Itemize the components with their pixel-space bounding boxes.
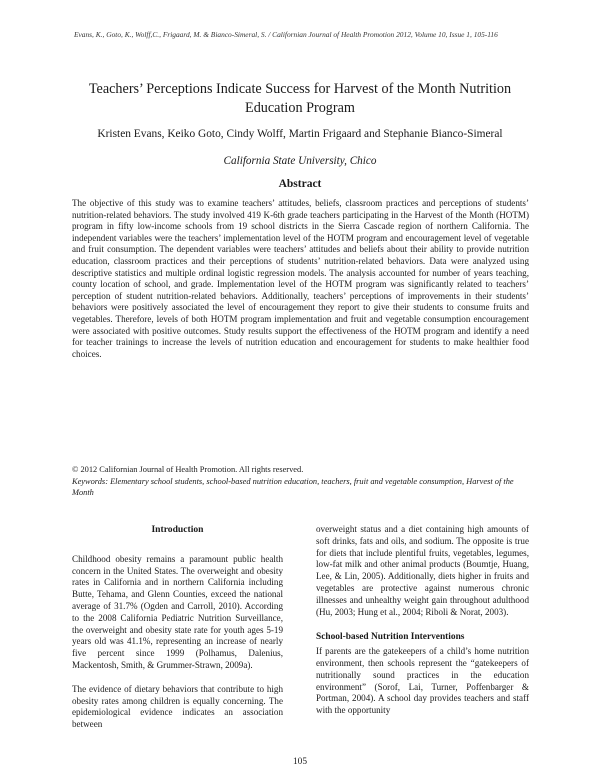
- abstract-heading: Abstract: [278, 178, 322, 190]
- copyright-notice: © 2012 Californian Journal of Health Promotion. All rights reserved.: [72, 465, 304, 474]
- section-heading-introduction: Introduction: [151, 524, 204, 535]
- right-column: [316, 524, 529, 717]
- running-header-citation: Evans, K., Goto, K., Wolff,C., Frigaard, M. & Bianco-Simeral, S. / Californian Journal of Health Promotion 2012, Volume 10, Issue 1, 105-116: [74, 30, 498, 39]
- subsection-heading: School-based Nutrition Interventions: [316, 632, 465, 643]
- body-paragraph: overweight status and a diet containing high amounts of soft drinks, fats and oils, and sodium. The opposite is true for diets that include plentiful fruits, vegetables, legumes, low-fat milk and other animal products (Boumtje, Huang, Lee, & Lin, 2005). Additionally, diets higher in fruits and vegetables are protective against numerous chronic illnesses and unhealthy weight gain throughout adulthood (Hu, 2003; Hung et al., 2004; Riboli & Norat, 2003).: [316, 524, 529, 617]
- affiliation: California State University, Chico: [223, 155, 377, 167]
- page-number: 105: [292, 757, 308, 767]
- body-paragraph: If parents are the gatekeepers of a child’s home nutrition environment, then schools represent the “gatekeepers of nutritionally sound practices in the education environment” (Sorof, Lai, Turner, Poffenbarger & Portman, 2004). A school day provides teachers and staff with the opportunity: [316, 646, 529, 716]
- left-column: [72, 524, 283, 731]
- body-paragraph: Childhood obesity remains a paramount public health concern in the United States. The overweight and obesity rates in California and in northern California including Butte, Tehama, and Glenn Counties, exceed the national average of 31.7% (Ogden and Carroll, 2010). According to the 2008 California Pediatric Nutrition Surveillance, the overweight and obesity state rate for youth ages 5-19 years old was 41.1%, representing an increase of nearly five percent since 1999 (Polhamus, Dalenius, Mackentosh, Smith, & Grummer-Strawn, 2009a).: [72, 553, 283, 670]
- paper-title: Teachers’ Perceptions Indicate Success for Harvest of the Month Nutrition Education Program: [88, 81, 512, 116]
- abstract-text: The objective of this study was to examine teachers’ attitudes, beliefs, classroom practices and perceptions of students’ nutrition-related behaviors. The study involved 419 K-6th grade teachers participating in the Harvest of the Month (HOTM) program in fifty low-income schools from 19 school districts in the Sierra Cascade region of northern California. The independent variables were the teachers’ implementation level of the HOTM program and encouragement level of vegetable and fruit consumption. The dependent variables were teachers’ attitudes and beliefs about their ability to provide nutrition education, classroom practices and their perceptions of students’ nutrition-related behaviors. Data were analyzed using descriptive statistics and multiple ordinal logistic regression models. The analysis accounted for number of years teaching, county location of school, and grade. Implementation level of the HOTM program was significantly related to teachers’ perception of student nutrition-related behaviors. Additionally, teachers’ perceptions of improvements in their students’ behaviors were positively associated the level of encouragement they report to give their students to consume fruits and vegetables. Therefore, levels of both HOTM program implementation and fruit and vegetable consumption encouragement were associated with positive outcomes. Study results support the effectiveness of the HOTM program and identify a need for teacher trainings to increase the levels of nutrition education and encouragement for students to make healthier food choices.: [72, 198, 529, 359]
- keywords: Keywords: Elementary school students, school-based nutrition education, teachers, fruit and vegetable consumption, Harvest of the Month: [72, 477, 514, 497]
- body-paragraph: The evidence of dietary behaviors that contribute to high obesity rates among children is equally concerning. The epidemiological evidence indicates an association between: [72, 683, 283, 730]
- author-list: Kristen Evans, Keiko Goto, Cindy Wolff, Martin Frigaard and Stephanie Bianco-Simeral: [97, 128, 503, 140]
